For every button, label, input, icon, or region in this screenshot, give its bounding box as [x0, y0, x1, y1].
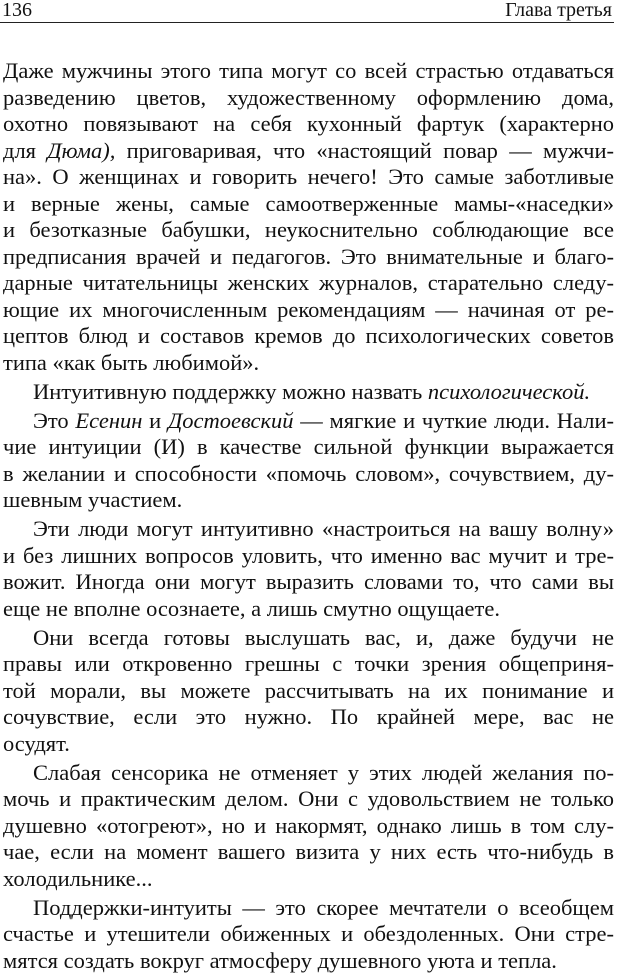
text-line: [3, 651, 614, 678]
text-line: [3, 786, 614, 813]
paragraph: [3, 516, 614, 622]
text-segment: той морали, вы можете рассчитывать на их понимание и: [3, 678, 614, 703]
text-segment: и без лишних вопросов уловить, что именно вас мучит и тре-: [3, 543, 614, 568]
text-segment: правы или откровенно грешны с точки зрения общеприня-: [3, 651, 614, 676]
text-line: [3, 678, 614, 705]
text-line: [3, 948, 614, 974]
text-segment: дарные читательницы женских журналов, старательно следу-: [3, 270, 614, 295]
italic-text: психологической.: [428, 379, 590, 404]
text-line: [3, 297, 614, 324]
text-line: [3, 839, 614, 866]
text-segment: душевно «отогреют», но и накормят, однако лишь в том слу-: [3, 813, 614, 838]
text-segment: в желании и способности «помочь словом», сочувствием, ду-: [3, 461, 614, 486]
text-line: [3, 596, 614, 623]
text-segment: мочь и практическим делом. Они с удовольствием не только: [3, 786, 614, 811]
text-segment: охотно повязывают на себя кухонный фартук (характерно: [3, 111, 614, 136]
paragraph: [3, 895, 614, 974]
paragraph: [3, 760, 614, 893]
page-number: 136: [2, 0, 32, 20]
text-segment: сочувствие, если это нужно. По крайней мере, вас не: [3, 704, 614, 729]
text-segment: вожит. Иногда они могут выразить словами то, что сами вы: [3, 569, 614, 594]
text-line: [3, 461, 614, 488]
text-line: [3, 516, 614, 543]
text-line: [3, 408, 614, 435]
text-segment: и: [142, 408, 168, 433]
paragraph: [3, 408, 614, 514]
text-line: [3, 813, 614, 840]
text-segment: мятся создать вокруг атмосферу душевного уюта и тепла.: [3, 948, 557, 973]
paragraph: [3, 379, 614, 406]
text-line: [3, 350, 614, 377]
text-segment: и верные жены, самые самоотверженные мамы-«наседки»: [3, 191, 614, 216]
text-line: [3, 379, 614, 406]
paragraph: [3, 625, 614, 758]
paragraph: [3, 58, 614, 376]
text-segment: цептов блюд и составов кремов до психологических советов: [3, 323, 614, 348]
text-line: [3, 866, 614, 893]
text-line: [3, 191, 614, 218]
text-segment: Слабая сенсорика не отменяет у этих людей желания по-: [33, 760, 614, 785]
text-line: [3, 760, 614, 787]
italic-text: Достоевский: [168, 408, 294, 433]
text-segment: счастье и утешители обиженных и обездоленных. Они стре-: [3, 921, 614, 946]
text-line: [3, 569, 614, 596]
text-line: [3, 625, 614, 652]
text-segment: на». О женщинах и говорить нечего! Это самые заботливые: [3, 164, 614, 189]
text-segment: для: [3, 138, 47, 163]
text-segment: приговаривая, что «настоящий повар — мужчи-: [115, 138, 614, 163]
text-segment: чие интуиции (И) в качестве сильной функции выражается: [3, 434, 614, 459]
text-segment: Даже мужчины этого типа могут со всей страстью отдаваться: [3, 58, 614, 83]
text-line: [3, 138, 614, 165]
text-segment: Они всегда готовы выслушать вас, и, даже будучи не: [33, 625, 614, 650]
text-segment: разведению цветов, художественному оформлению дома,: [3, 85, 614, 110]
text-line: [3, 270, 614, 297]
text-line: [3, 921, 614, 948]
text-segment: осудят.: [3, 731, 70, 756]
text-segment: Интуитивную поддержку можно назвать: [33, 379, 428, 404]
text-line: [3, 164, 614, 191]
text-line: [3, 217, 614, 244]
text-segment: холодильнике...: [3, 866, 152, 891]
text-line: [3, 487, 614, 514]
italic-text: Дюма),: [47, 138, 115, 163]
italic-text: Есенин: [75, 408, 142, 433]
text-segment: шевным участием.: [3, 487, 182, 512]
text-segment: — мягкие и чуткие люди. Нали-: [294, 408, 614, 433]
text-line: [3, 434, 614, 461]
text-segment: типа «как быть любимой».: [3, 350, 259, 375]
text-segment: предписания врачей и педагогов. Это внимательные и благо-: [3, 244, 614, 269]
chapter-title: Глава третья: [505, 0, 612, 20]
text-segment: чае, если на момент вашего визита у них есть что-нибудь в: [3, 839, 614, 864]
text-line: [3, 244, 614, 271]
body-text: [3, 58, 614, 974]
text-line: [3, 543, 614, 570]
text-segment: ющие их многочисленным рекомендациям — начиная от ре-: [3, 297, 614, 322]
text-segment: Эти люди могут интуитивно «настроиться на вашу волну»: [33, 516, 614, 541]
text-line: [3, 895, 614, 922]
text-line: [3, 704, 614, 731]
text-line: [3, 85, 614, 112]
text-segment: Поддержки-интуиты — это скорее мечтатели о всеобщем: [33, 895, 614, 920]
text-segment: Это: [33, 408, 75, 433]
page-header: [0, 0, 614, 23]
text-line: [3, 323, 614, 350]
text-segment: еще не вполне осознаете, а лишь смутно ощущаете.: [3, 596, 500, 621]
text-line: [3, 58, 614, 85]
text-line: [3, 731, 614, 758]
text-segment: и безотказные бабушки, неукоснительно соблюдающие все: [3, 217, 614, 242]
text-line: [3, 111, 614, 138]
